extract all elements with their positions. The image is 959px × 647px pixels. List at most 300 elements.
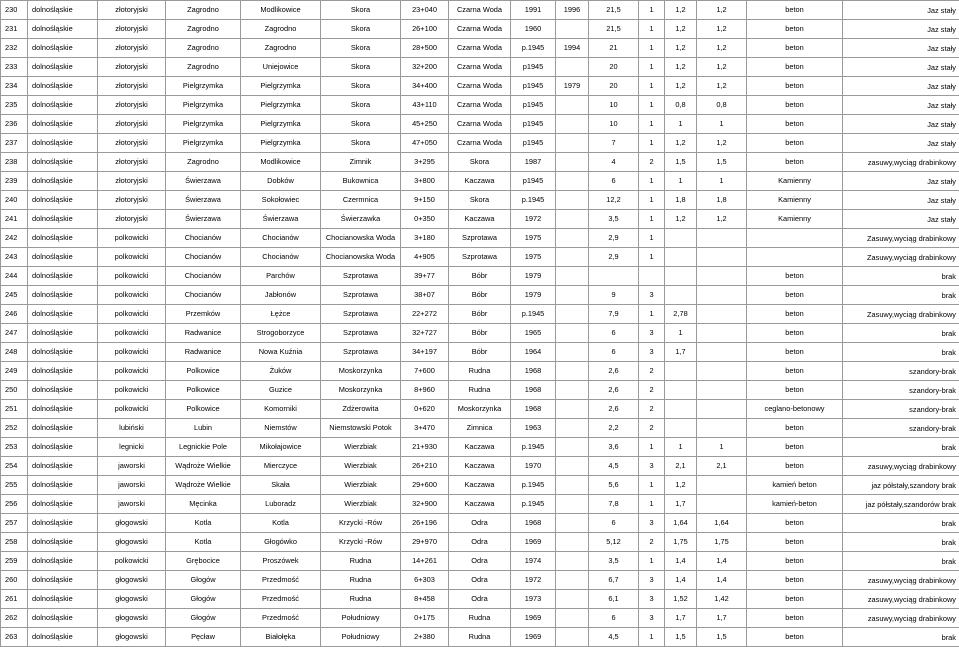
- cell-watercourse: Skora: [321, 115, 401, 134]
- cell-county: złotoryjski: [98, 134, 166, 153]
- cell-voivodeship: dolnośląskie: [28, 571, 98, 590]
- cell-height-1: 1,2: [665, 210, 697, 229]
- cell-commune: Zagrodno: [166, 58, 241, 77]
- cell-kilometer: 38+07: [401, 286, 449, 305]
- cell-width: 20: [589, 77, 639, 96]
- cell-locality: Strogoborzyce: [241, 324, 321, 343]
- cell-year-built: p.1945: [511, 305, 556, 324]
- cell-commune: Grębocice: [166, 552, 241, 571]
- cell-kilometer: 8+960: [401, 381, 449, 400]
- cell-year-modernized: [556, 20, 589, 39]
- cell-county: złotoryjski: [98, 191, 166, 210]
- cell-county: głogowski: [98, 533, 166, 552]
- cell-year-modernized: [556, 172, 589, 191]
- cell-commune: Zagrodno: [166, 39, 241, 58]
- cell-year-modernized: [556, 571, 589, 590]
- cell-height-2: 2,1: [697, 457, 747, 476]
- cell-year-built: 1972: [511, 210, 556, 229]
- cell-commune: Świerzawa: [166, 172, 241, 191]
- cell-height-2: 1,2: [697, 1, 747, 20]
- cell-row-number: 242: [1, 229, 28, 248]
- cell-voivodeship: dolnośląskie: [28, 552, 98, 571]
- cell-spans: 1: [639, 495, 665, 514]
- cell-year-built: p1945: [511, 96, 556, 115]
- cell-type: Jaz stały: [843, 77, 959, 96]
- cell-type: jaz półstały,szandorów brak: [843, 495, 959, 514]
- cell-county: złotoryjski: [98, 115, 166, 134]
- cell-year-built: 1968: [511, 400, 556, 419]
- cell-kilometer: 26+196: [401, 514, 449, 533]
- cell-row-number: 245: [1, 286, 28, 305]
- cell-spans: 1: [639, 191, 665, 210]
- cell-watercourse: Wierzbiak: [321, 457, 401, 476]
- table-row: [1, 58, 959, 77]
- cell-locality: Głogówko: [241, 533, 321, 552]
- cell-height-1: 1,2: [665, 20, 697, 39]
- cell-height-2: 1,2: [697, 20, 747, 39]
- cell-height-2: 1,5: [697, 628, 747, 647]
- cell-receiver: Kaczawa: [449, 438, 511, 457]
- cell-year-built: p.1945: [511, 495, 556, 514]
- cell-row-number: 234: [1, 77, 28, 96]
- cell-year-built: p1945: [511, 172, 556, 191]
- cell-width: 7: [589, 134, 639, 153]
- cell-year-built: 1973: [511, 590, 556, 609]
- cell-material: beton: [747, 419, 843, 438]
- cell-type: Jaz stały: [843, 58, 959, 77]
- cell-year-built: 1968: [511, 514, 556, 533]
- cell-watercourse: Południowy: [321, 628, 401, 647]
- cell-year-modernized: [556, 362, 589, 381]
- cell-voivodeship: dolnośląskie: [28, 267, 98, 286]
- cell-height-1: 1,5: [665, 628, 697, 647]
- cell-spans: 3: [639, 286, 665, 305]
- cell-year-modernized: [556, 438, 589, 457]
- cell-voivodeship: dolnośląskie: [28, 210, 98, 229]
- cell-commune: Głogów: [166, 590, 241, 609]
- cell-type: Zasuwy,wyciąg drabinkowy: [843, 229, 959, 248]
- cell-commune: Wądroże Wielkie: [166, 476, 241, 495]
- cell-height-2: [697, 267, 747, 286]
- cell-kilometer: 34+400: [401, 77, 449, 96]
- cell-width: 5,12: [589, 533, 639, 552]
- cell-material: beton: [747, 1, 843, 20]
- cell-commune: Legnickie Pole: [166, 438, 241, 457]
- cell-voivodeship: dolnośląskie: [28, 590, 98, 609]
- cell-year-built: 1969: [511, 628, 556, 647]
- cell-receiver: Czarna Woda: [449, 96, 511, 115]
- cell-year-modernized: [556, 153, 589, 172]
- cell-county: głogowski: [98, 590, 166, 609]
- cell-material: beton: [747, 628, 843, 647]
- cell-height-1: 2,78: [665, 305, 697, 324]
- cell-row-number: 258: [1, 533, 28, 552]
- table-row: [1, 400, 959, 419]
- cell-county: polkowicki: [98, 343, 166, 362]
- cell-width: 21: [589, 39, 639, 58]
- cell-spans: 3: [639, 324, 665, 343]
- cell-watercourse: Świerzawka: [321, 210, 401, 229]
- cell-county: polkowicki: [98, 552, 166, 571]
- cell-row-number: 237: [1, 134, 28, 153]
- cell-spans: 1: [639, 628, 665, 647]
- cell-width: 3,5: [589, 552, 639, 571]
- cell-height-2: 1,4: [697, 552, 747, 571]
- cell-spans: 2: [639, 400, 665, 419]
- cell-row-number: 248: [1, 343, 28, 362]
- cell-year-built: 1964: [511, 343, 556, 362]
- cell-height-1: 1,2: [665, 134, 697, 153]
- cell-county: jaworski: [98, 495, 166, 514]
- cell-spans: 3: [639, 571, 665, 590]
- cell-county: polkowicki: [98, 286, 166, 305]
- cell-height-1: 1,64: [665, 514, 697, 533]
- cell-watercourse: Skora: [321, 96, 401, 115]
- cell-spans: 3: [639, 590, 665, 609]
- cell-year-built: 1968: [511, 362, 556, 381]
- cell-row-number: 241: [1, 210, 28, 229]
- cell-material: kamień beton: [747, 476, 843, 495]
- cell-row-number: 263: [1, 628, 28, 647]
- cell-locality: Przedmość: [241, 571, 321, 590]
- cell-kilometer: 34+197: [401, 343, 449, 362]
- cell-commune: Pielgrzymka: [166, 96, 241, 115]
- cell-voivodeship: dolnośląskie: [28, 305, 98, 324]
- table-row: [1, 324, 959, 343]
- cell-year-modernized: [556, 609, 589, 628]
- cell-row-number: 256: [1, 495, 28, 514]
- cell-year-built: 1972: [511, 571, 556, 590]
- cell-type: szandory-brak: [843, 362, 959, 381]
- cell-receiver: Czarna Woda: [449, 20, 511, 39]
- cell-year-built: 1991: [511, 1, 556, 20]
- cell-county: głogowski: [98, 514, 166, 533]
- cell-material: [747, 229, 843, 248]
- cell-width: 4,5: [589, 628, 639, 647]
- cell-height-2: [697, 362, 747, 381]
- table-row: [1, 438, 959, 457]
- cell-type: szandory-brak: [843, 381, 959, 400]
- cell-material: Kamienny: [747, 210, 843, 229]
- cell-county: złotoryjski: [98, 58, 166, 77]
- cell-type: brak: [843, 552, 959, 571]
- cell-kilometer: 22+272: [401, 305, 449, 324]
- cell-county: polkowicki: [98, 400, 166, 419]
- cell-row-number: 244: [1, 267, 28, 286]
- cell-commune: Męcinka: [166, 495, 241, 514]
- cell-row-number: 260: [1, 571, 28, 590]
- cell-voivodeship: dolnośląskie: [28, 419, 98, 438]
- cell-receiver: Czarna Woda: [449, 134, 511, 153]
- cell-county: polkowicki: [98, 248, 166, 267]
- cell-material: beton: [747, 457, 843, 476]
- cell-width: 20: [589, 58, 639, 77]
- cell-spans: 1: [639, 20, 665, 39]
- table-row: [1, 609, 959, 628]
- cell-year-built: p1945: [511, 77, 556, 96]
- table-row: [1, 628, 959, 647]
- table-row: [1, 514, 959, 533]
- cell-year-modernized: [556, 381, 589, 400]
- cell-material: beton: [747, 533, 843, 552]
- cell-spans: 1: [639, 476, 665, 495]
- cell-voivodeship: dolnośląskie: [28, 229, 98, 248]
- cell-watercourse: Chocianowska Woda: [321, 229, 401, 248]
- cell-county: jaworski: [98, 476, 166, 495]
- cell-voivodeship: dolnośląskie: [28, 191, 98, 210]
- cell-locality: Pielgrzymka: [241, 134, 321, 153]
- cell-commune: Zagrodno: [166, 1, 241, 20]
- cell-commune: Lubin: [166, 419, 241, 438]
- cell-commune: Chocianów: [166, 286, 241, 305]
- cell-height-1: [665, 419, 697, 438]
- cell-width: 3,5: [589, 210, 639, 229]
- cell-voivodeship: dolnośląskie: [28, 362, 98, 381]
- cell-spans: 1: [639, 305, 665, 324]
- cell-spans: 1: [639, 552, 665, 571]
- cell-type: Jaz stały: [843, 115, 959, 134]
- cell-commune: Przemków: [166, 305, 241, 324]
- cell-commune: Pielgrzymka: [166, 115, 241, 134]
- cell-height-1: [665, 362, 697, 381]
- cell-material: beton: [747, 305, 843, 324]
- cell-height-1: 1,2: [665, 77, 697, 96]
- cell-type: Zasuwy,wyciąg drabinkowy: [843, 248, 959, 267]
- cell-watercourse: Skora: [321, 77, 401, 96]
- cell-spans: 1: [639, 1, 665, 20]
- table-row: [1, 457, 959, 476]
- cell-receiver: Bóbr: [449, 343, 511, 362]
- table-row: [1, 552, 959, 571]
- cell-kilometer: 29+600: [401, 476, 449, 495]
- cell-locality: Kotla: [241, 514, 321, 533]
- table-row: [1, 210, 959, 229]
- cell-locality: Modlikowice: [241, 1, 321, 20]
- cell-locality: Świerzawa: [241, 210, 321, 229]
- cell-width: 6: [589, 343, 639, 362]
- cell-spans: 1: [639, 438, 665, 457]
- table-row: [1, 77, 959, 96]
- cell-material: beton: [747, 58, 843, 77]
- cell-height-1: 1,2: [665, 1, 697, 20]
- cell-year-modernized: 1996: [556, 1, 589, 20]
- cell-material: beton: [747, 153, 843, 172]
- cell-locality: Chocianów: [241, 248, 321, 267]
- cell-receiver: Odra: [449, 552, 511, 571]
- cell-type: szandory-brak: [843, 419, 959, 438]
- cell-material: Kamienny: [747, 191, 843, 210]
- cell-kilometer: 29+970: [401, 533, 449, 552]
- cell-height-2: [697, 324, 747, 343]
- cell-commune: Pęcław: [166, 628, 241, 647]
- cell-width: 7,9: [589, 305, 639, 324]
- cell-commune: Zagrodno: [166, 153, 241, 172]
- cell-height-2: 1,2: [697, 39, 747, 58]
- cell-material: beton: [747, 77, 843, 96]
- cell-width: 6: [589, 324, 639, 343]
- cell-kilometer: 4+905: [401, 248, 449, 267]
- cell-material: beton: [747, 438, 843, 457]
- cell-material: ceglano-betonowy: [747, 400, 843, 419]
- cell-height-2: 1,5: [697, 153, 747, 172]
- cell-voivodeship: dolnośląskie: [28, 457, 98, 476]
- cell-row-number: 238: [1, 153, 28, 172]
- cell-spans: 1: [639, 229, 665, 248]
- cell-watercourse: Zdżerowita: [321, 400, 401, 419]
- cell-voivodeship: dolnośląskie: [28, 495, 98, 514]
- cell-receiver: Rudna: [449, 609, 511, 628]
- cell-watercourse: Skora: [321, 58, 401, 77]
- cell-type: zasuwy,wyciąg drabinkowy: [843, 457, 959, 476]
- cell-receiver: Rudna: [449, 628, 511, 647]
- cell-spans: 2: [639, 362, 665, 381]
- cell-commune: Świerzawa: [166, 191, 241, 210]
- cell-height-1: 1,4: [665, 552, 697, 571]
- cell-width: 6: [589, 609, 639, 628]
- cell-height-2: 1,42: [697, 590, 747, 609]
- cell-watercourse: Południowy: [321, 609, 401, 628]
- cell-year-built: 1960: [511, 20, 556, 39]
- cell-kilometer: 3+800: [401, 172, 449, 191]
- cell-material: beton: [747, 39, 843, 58]
- cell-voivodeship: dolnośląskie: [28, 286, 98, 305]
- cell-row-number: 251: [1, 400, 28, 419]
- cell-county: złotoryjski: [98, 210, 166, 229]
- cell-voivodeship: dolnośląskie: [28, 628, 98, 647]
- cell-voivodeship: dolnośląskie: [28, 96, 98, 115]
- cell-year-modernized: [556, 210, 589, 229]
- cell-locality: Żuków: [241, 362, 321, 381]
- cell-watercourse: Wierzbiak: [321, 495, 401, 514]
- cell-commune: Pielgrzymka: [166, 77, 241, 96]
- cell-year-modernized: [556, 58, 589, 77]
- cell-height-2: [697, 419, 747, 438]
- cell-year-modernized: [556, 267, 589, 286]
- cell-voivodeship: dolnośląskie: [28, 514, 98, 533]
- cell-commune: Kotla: [166, 514, 241, 533]
- table-row: [1, 39, 959, 58]
- cell-watercourse: Moskorzynka: [321, 381, 401, 400]
- cell-spans: 1: [639, 58, 665, 77]
- cell-year-modernized: [556, 96, 589, 115]
- cell-voivodeship: dolnośląskie: [28, 438, 98, 457]
- cell-spans: 1: [639, 172, 665, 191]
- cell-locality: Parchów: [241, 267, 321, 286]
- cell-commune: Polkowice: [166, 400, 241, 419]
- cell-width: 2,6: [589, 400, 639, 419]
- cell-width: 3,6: [589, 438, 639, 457]
- cell-height-1: 1: [665, 172, 697, 191]
- cell-commune: Głogów: [166, 571, 241, 590]
- cell-commune: Chocianów: [166, 248, 241, 267]
- cell-width: 6: [589, 172, 639, 191]
- cell-spans: 2: [639, 419, 665, 438]
- table-row: [1, 495, 959, 514]
- cell-spans: 3: [639, 609, 665, 628]
- cell-voivodeship: dolnośląskie: [28, 343, 98, 362]
- cell-locality: Zagrodno: [241, 20, 321, 39]
- cell-kilometer: 32+727: [401, 324, 449, 343]
- cell-type: Jaz stały: [843, 96, 959, 115]
- cell-spans: 1: [639, 134, 665, 153]
- cell-watercourse: Szprotawa: [321, 267, 401, 286]
- cell-height-1: [665, 381, 697, 400]
- table-row: [1, 305, 959, 324]
- cell-voivodeship: dolnośląskie: [28, 77, 98, 96]
- cell-commune: Chocianów: [166, 267, 241, 286]
- cell-height-1: [665, 286, 697, 305]
- cell-year-built: p1945: [511, 134, 556, 153]
- table-row: [1, 191, 959, 210]
- cell-year-modernized: [556, 248, 589, 267]
- cell-material: beton: [747, 343, 843, 362]
- cell-commune: Chocianów: [166, 229, 241, 248]
- cell-locality: Białołęka: [241, 628, 321, 647]
- cell-county: legnicki: [98, 438, 166, 457]
- cell-height-1: 1,7: [665, 495, 697, 514]
- cell-commune: Radwanice: [166, 343, 241, 362]
- cell-watercourse: Skora: [321, 134, 401, 153]
- cell-kilometer: 21+930: [401, 438, 449, 457]
- cell-type: brak: [843, 267, 959, 286]
- cell-material: beton: [747, 267, 843, 286]
- cell-row-number: 231: [1, 20, 28, 39]
- cell-width: 4: [589, 153, 639, 172]
- cell-receiver: Kaczawa: [449, 457, 511, 476]
- cell-row-number: 243: [1, 248, 28, 267]
- cell-locality: Guzice: [241, 381, 321, 400]
- cell-year-built: 1969: [511, 609, 556, 628]
- cell-watercourse: Skora: [321, 1, 401, 20]
- cell-commune: Głogów: [166, 609, 241, 628]
- cell-receiver: Kaczawa: [449, 210, 511, 229]
- cell-height-2: 1,7: [697, 609, 747, 628]
- cell-year-modernized: [556, 229, 589, 248]
- cell-spans: 2: [639, 381, 665, 400]
- table-body: [1, 1, 959, 647]
- cell-width: 21,5: [589, 20, 639, 39]
- cell-year-modernized: [556, 134, 589, 153]
- cell-locality: Modlikowice: [241, 153, 321, 172]
- cell-year-modernized: [556, 324, 589, 343]
- cell-kilometer: 26+210: [401, 457, 449, 476]
- cell-height-2: [697, 305, 747, 324]
- cell-voivodeship: dolnośląskie: [28, 533, 98, 552]
- cell-material: beton: [747, 286, 843, 305]
- cell-locality: Przedmość: [241, 590, 321, 609]
- cell-height-1: 1,2: [665, 476, 697, 495]
- cell-year-built: 1963: [511, 419, 556, 438]
- cell-year-built: 1970: [511, 457, 556, 476]
- cell-spans: 3: [639, 514, 665, 533]
- cell-type: zasuwy,wyciąg drabinkowy: [843, 609, 959, 628]
- cell-year-modernized: [556, 191, 589, 210]
- cell-row-number: 252: [1, 419, 28, 438]
- cell-material: beton: [747, 381, 843, 400]
- cell-locality: Zagrodno: [241, 39, 321, 58]
- cell-kilometer: 0+620: [401, 400, 449, 419]
- cell-watercourse: Szprotawa: [321, 324, 401, 343]
- cell-kilometer: 7+600: [401, 362, 449, 381]
- cell-width: 5,6: [589, 476, 639, 495]
- cell-height-2: 1,4: [697, 571, 747, 590]
- cell-voivodeship: dolnośląskie: [28, 609, 98, 628]
- table-row: [1, 115, 959, 134]
- cell-type: zasuwy,wyciąg drabinkowy: [843, 590, 959, 609]
- cell-width: 10: [589, 96, 639, 115]
- cell-row-number: 255: [1, 476, 28, 495]
- cell-receiver: Skora: [449, 153, 511, 172]
